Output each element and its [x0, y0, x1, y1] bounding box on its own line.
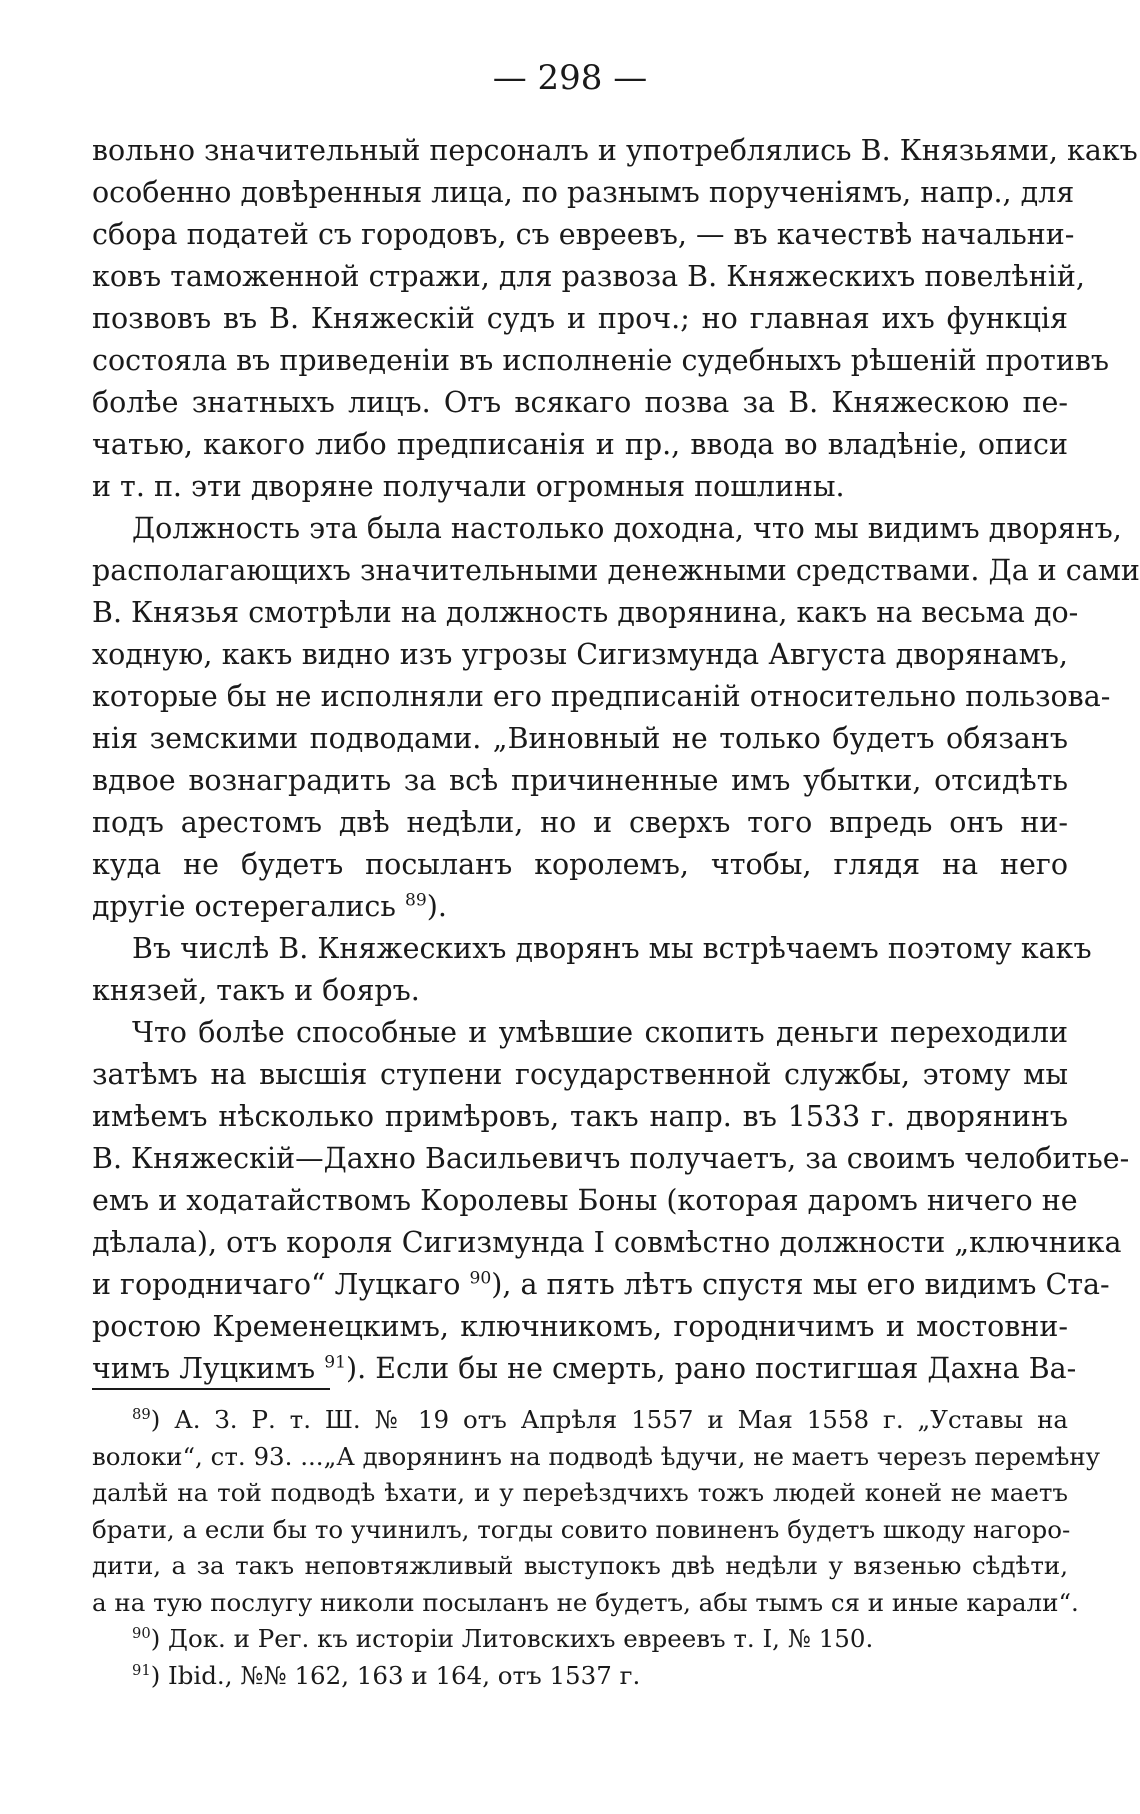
text-line: Что болѣе способные и умѣвшие скопить деньги переходили [132, 1016, 1068, 1049]
text-line: Въ числѣ В. Княжескихъ дворянъ мы встрѣчаемъ поэтому какъ [132, 932, 1092, 965]
footnote-line: брати, а если бы то учинилъ, тогды совито повиненъ будетъ шкоду нагоро- [92, 1514, 1071, 1544]
page-number: — 298 — [492, 58, 648, 98]
footnote-ref-91[interactable]: 91 [324, 1352, 347, 1373]
text-line: ростою Кременецкимъ, ключникомъ, городничимъ и мостовни- [92, 1310, 1068, 1343]
text-line [92, 886, 1068, 928]
text-line: В. Князья смотрѣли на должность дворянина, какъ на весьма до- [92, 596, 1079, 629]
paragraph [92, 508, 1140, 928]
paragraph [92, 928, 1092, 1012]
footnote-90 [92, 1621, 1068, 1658]
text-line: особенно довѣренныя лица, по разнымъ порученіямъ, напр., для [92, 176, 1075, 209]
footnote-divider [92, 1388, 330, 1390]
paragraph [92, 1012, 1130, 1390]
footnotes [92, 1402, 1101, 1694]
footnote-line: а на тую послугу николи посыланъ не будетъ, абы тымъ ся и иные карали“. [92, 1587, 1079, 1617]
text-line: и т. п. эти дворяне получали огромныя пошлины. [92, 470, 845, 503]
text-segment: ). Если бы не смерть, рано постигшая Дахна Ва- [346, 1352, 1077, 1385]
footnote-89 [92, 1402, 1101, 1621]
footnote-line [92, 1658, 1068, 1695]
footnote-mark: 91 [132, 1661, 151, 1679]
text-segment: ). [426, 890, 447, 923]
text-line: болѣе знатныхъ лицъ. Отъ всякаго позва за В. Княжескою пе- [92, 386, 1068, 419]
footnote-91 [92, 1658, 1068, 1695]
text-line: позвовъ въ В. Княжескій судъ и проч.; но главная ихъ функція [92, 302, 1068, 335]
text-segment: ) Ibid., №№ 162, 163 и 164, отъ 1537 г. [150, 1660, 641, 1690]
text-line: куда не будетъ посыланъ королемъ, чтобы, глядя на него [92, 848, 1068, 881]
text-line: чатью, какого либо предписанія и пр., ввода во владѣніе, описи [92, 428, 1068, 461]
text-line: емъ и ходатайствомъ Королевы Боны (которая даромъ ничего не [92, 1184, 1078, 1217]
text-segment: ), а пять лѣтъ спустя мы его видимъ Ста- [491, 1268, 1110, 1301]
paragraph [92, 130, 1138, 508]
text-line [92, 1348, 1077, 1390]
text-segment: и городничаго“ Луцкаго [92, 1268, 461, 1301]
text-line: нія земскими подводами. „Виновный не только будетъ обязанъ [92, 722, 1068, 755]
text-segment: ) А. З. Р. т. Ш. № 19 отъ Апрѣля 1557 и Мая 1558 г. „Уставы на [150, 1405, 1068, 1434]
text-line: ходную, какъ видно изъ угрозы Сигизмунда Августа дворянамъ, [92, 638, 1068, 671]
text-line: которые бы не исполняли его предписаній относительно пользова- [92, 680, 1111, 713]
body-text [92, 130, 1140, 1390]
text-segment: чимъ Луцкимъ [92, 1352, 316, 1385]
text-line: Должность эта была настолько доходна, что мы видимъ дворянъ, [132, 512, 1122, 545]
footnote-ref-90[interactable]: 90 [469, 1268, 492, 1289]
footnote-line [92, 1402, 1068, 1439]
text-line: дѣлала), отъ короля Сигизмунда I совмѣстно должности „ключника [92, 1226, 1122, 1259]
text-line: подъ арестомъ двѣ недѣли, но и сверхъ того впредь онъ ни- [92, 806, 1068, 839]
text-line: сбора податей съ городовъ, съ евреевъ, — въ качествѣ начальни- [92, 218, 1075, 251]
text-line: затѣмъ на высшія ступени государственной службы, этому мы [92, 1058, 1068, 1091]
footnote-line: дити, а за такъ неповтяжливый выступокъ двѣ недѣли у вязенью сѣдѣти, [92, 1551, 1068, 1580]
footnote-mark: 89 [132, 1405, 151, 1423]
text-line: В. Княжескій—Дахно Васильевичъ получаетъ, за своимъ челобитье- [92, 1142, 1130, 1175]
text-line: вольно значительный персоналъ и употреблялись В. Князьями, какъ [92, 134, 1138, 167]
text-line: состояла въ приведеніи въ исполненіе судебныхъ рѣшеній противъ [92, 344, 1109, 377]
text-segment: ) Док. и Рег. къ исторіи Литовскихъ евреевъ т. I, № 150. [150, 1624, 874, 1653]
text-line: располагающихъ значительными денежными средствами. Да и сами [92, 554, 1140, 587]
footnote-ref-89[interactable]: 89 [404, 890, 427, 911]
footnote-line [92, 1621, 1068, 1658]
text-segment: другіе остерегались [92, 890, 396, 923]
footnote-mark: 90 [132, 1624, 151, 1642]
text-line: вдвое вознаградить за всѣ причиненные имъ убытки, отсидѣть [92, 764, 1068, 797]
footnote-line: волоки“, ст. 93. ...„А дворянинъ на подводѣ ѣдучи, не маетъ черезъ перемѣну [92, 1441, 1101, 1471]
text-line [92, 1264, 1110, 1306]
footnote-line: далѣй на той подводѣ ѣхати, и у переѣздчихъ тожъ людей коней не маетъ [92, 1478, 1068, 1507]
text-line: ковъ таможенной стражи, для развоза В. Княжескихъ повелѣній, [92, 260, 1085, 293]
text-line: имѣемъ нѣсколько примѣровъ, такъ напр. въ 1533 г. дворянинъ [92, 1100, 1068, 1133]
text-line: князей, такъ и бояръ. [92, 974, 420, 1007]
